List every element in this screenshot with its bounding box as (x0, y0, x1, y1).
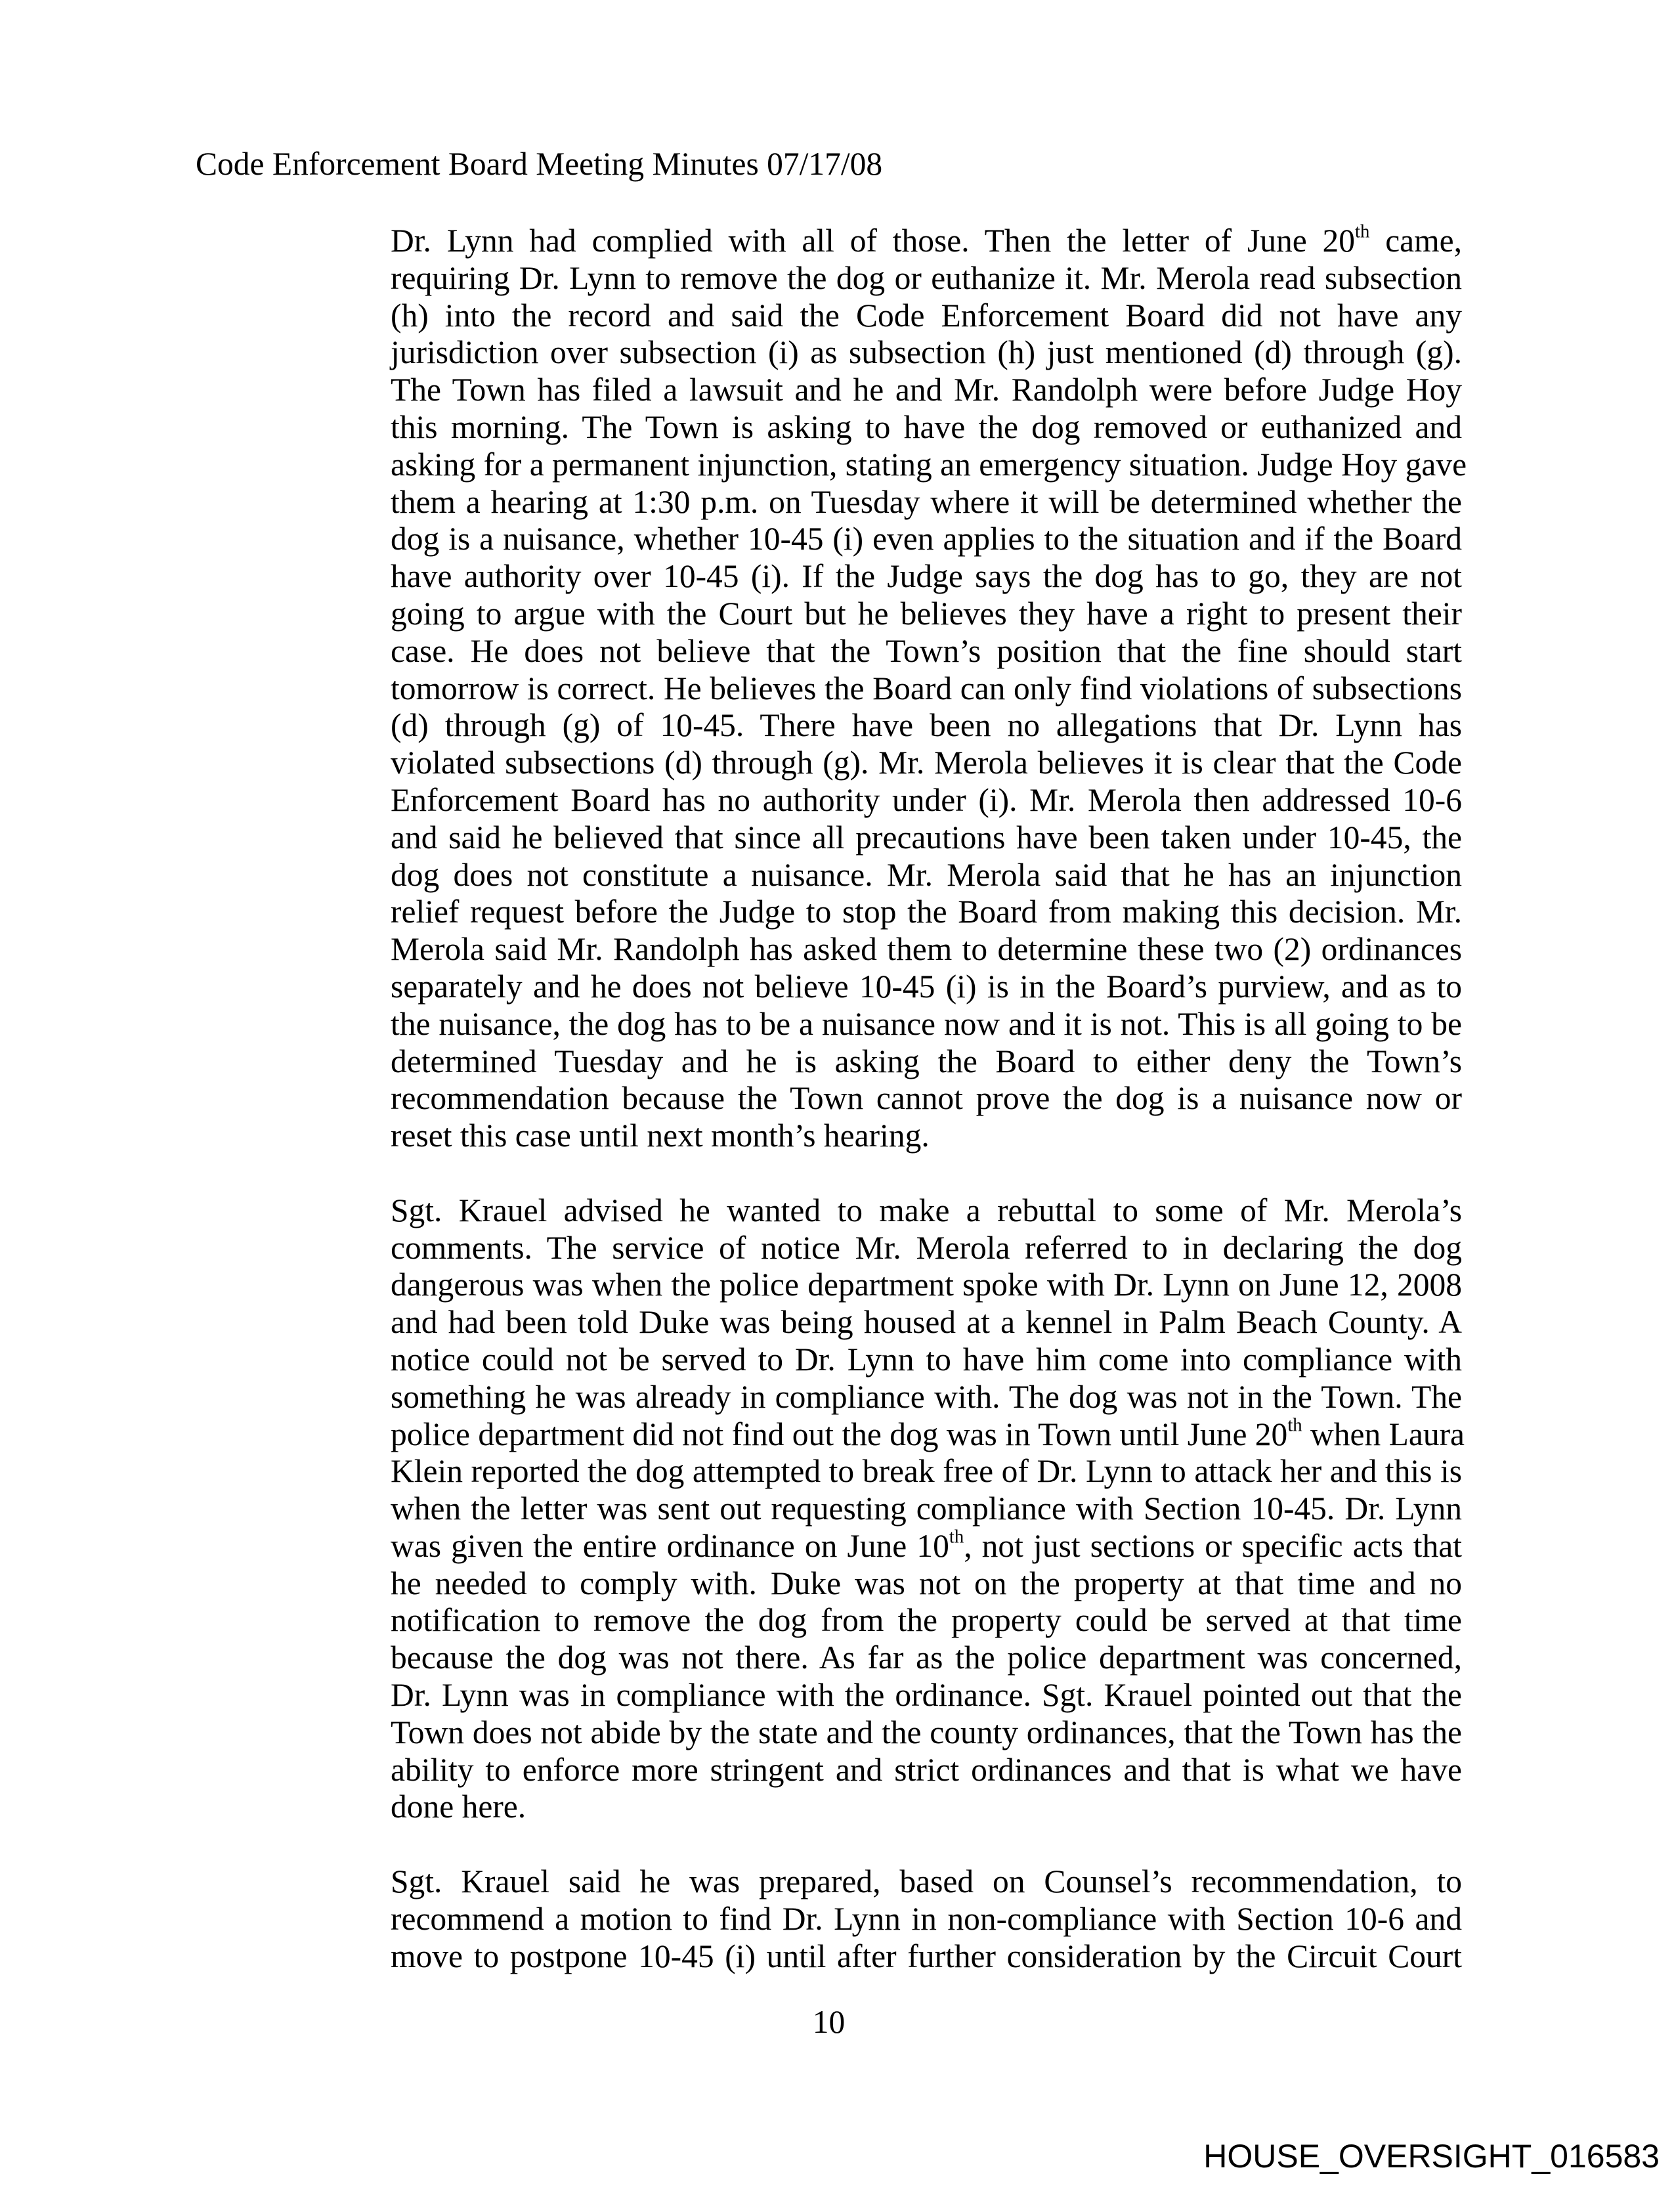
text-segment: was given the entire ordinance on June 10 (391, 1527, 949, 1564)
text-segment: going to argue with the Court but he believes they have a right to present their (391, 595, 1462, 632)
paragraph (391, 1192, 1465, 1827)
text-segment: separately and he does not believe 10-45 (i) is in the Board’s purview, and as to (391, 968, 1462, 1005)
text-line (391, 1267, 1462, 1304)
text-line (391, 1117, 1462, 1155)
document-body (391, 221, 1467, 2012)
text-line (391, 819, 1462, 857)
text-line (391, 1006, 1462, 1043)
text-line (391, 1304, 1462, 1341)
text-segment: notice could not be served to Dr. Lynn to have him come into compliance with (391, 1341, 1462, 1377)
text-segment: came, (1369, 223, 1462, 259)
text-line (391, 446, 1467, 484)
text-line (391, 596, 1462, 633)
text-line (391, 1602, 1462, 1639)
paragraph (391, 1863, 1462, 1975)
text-segment: this morning. The Town is asking to have the dog removed or euthanized and (391, 408, 1462, 445)
text-segment: ability to enforce more stringent and strict ordinances and that is what we have (391, 1751, 1462, 1788)
text-segment: requiring Dr. Lynn to remove the dog or euthanize it. Mr. Merola read subsection (391, 259, 1462, 296)
text-line (391, 1080, 1462, 1117)
text-segment: Merola said Mr. Randolph has asked them to determine these two (2) ordinances (391, 931, 1462, 968)
text-segment: Enforcement Board has no authority under (i). Mr. Merola then addressed 10-6 (391, 781, 1462, 818)
text-segment: reset this case until next month’s hearing. (391, 1117, 930, 1154)
text-line (391, 521, 1462, 558)
text-line (391, 558, 1462, 596)
text-segment: police department did not find out the dog was in Town until June 20 (391, 1416, 1288, 1452)
text-line (391, 782, 1462, 819)
text-segment: and said he believed that since all precautions have been taken under 10-45, the (391, 819, 1462, 856)
text-line (391, 1901, 1462, 1938)
text-line (391, 223, 1462, 260)
text-line (391, 1714, 1462, 1752)
text-segment: relief request before the Judge to stop the Board from making this decision. Mr. (391, 894, 1462, 930)
text-segment: recommend a motion to find Dr. Lynn in non-compliance with Section 10-6 and (391, 1900, 1462, 1937)
text-segment: (d) through (g) of 10-45. There have been no allegations that Dr. Lynn has (391, 707, 1462, 744)
text-segment: asking for a permanent injunction, stating an emergency situation. Judge Hoy gave (391, 446, 1467, 483)
text-line (391, 1789, 1462, 1826)
text-line (391, 1192, 1462, 1230)
text-line (391, 260, 1462, 297)
text-line (391, 1565, 1462, 1603)
text-line (391, 409, 1462, 446)
text-segment: case. He does not believe that the Town’s position that the fine should start (391, 632, 1462, 669)
text-segment: dog is a nuisance, whether 10-45 (i) even applies to the situation and if the Board (391, 521, 1462, 557)
text-segment: them a hearing at 1:30 p.m. on Tuesday where it will be determined whether the (391, 483, 1462, 520)
document-header: Code Enforcement Board Meeting Minutes 07/17/08 (196, 146, 883, 182)
text-segment: jurisdiction over subsection (i) as subsection (h) just mentioned (d) through (g). (391, 334, 1462, 371)
text-line (391, 1379, 1462, 1416)
text-segment: something he was already in compliance with. The dog was not in the Town. The (391, 1378, 1462, 1415)
text-segment: when Laura (1302, 1416, 1465, 1452)
text-segment: done here. (391, 1789, 526, 1825)
text-segment: he needed to comply with. Duke was not on the property at that time and no (391, 1565, 1462, 1601)
text-line (391, 1414, 1465, 1454)
text-segment: , not just sections or specific acts that (964, 1527, 1462, 1564)
text-line (391, 857, 1462, 894)
text-segment: Town does not abide by the state and the county ordinances, that the Town has the (391, 1714, 1462, 1750)
text-line (391, 1490, 1462, 1528)
text-line (391, 297, 1462, 335)
text-segment: Klein reported the dog attempted to break free of Dr. Lynn to attack her and this is (391, 1453, 1462, 1490)
text-segment: Sgt. Krauel said he was prepared, based on Counsel’s recommendation, to (391, 1863, 1462, 1900)
superscript: th (949, 1526, 964, 1548)
text-segment: The Town has filed a lawsuit and he and Mr. Randolph were before Judge Hoy (391, 372, 1462, 408)
text-segment: move to postpone 10-45 (i) until after further consideration by the Circuit Court (391, 1938, 1462, 1974)
text-segment: Dr. Lynn had complied with all of those. Then the letter of June 20 (391, 223, 1356, 259)
text-line (391, 745, 1462, 782)
text-segment: Sgt. Krauel advised he wanted to make a rebuttal to some of Mr. Merola’s (391, 1192, 1462, 1228)
text-line (391, 1863, 1462, 1901)
text-line (391, 1677, 1462, 1714)
superscript: th (1355, 221, 1370, 242)
text-segment: the nuisance, the dog has to be a nuisance now and it is not. This is all going to be (391, 1005, 1462, 1042)
text-line (391, 968, 1462, 1006)
text-line (391, 1938, 1462, 1976)
text-line (391, 633, 1462, 670)
text-segment: because the dog was not there. As far as the police department was concerned, (391, 1639, 1462, 1676)
text-segment: when the letter was sent out requesting compliance with Section 10-45. Dr. Lynn (391, 1490, 1462, 1527)
text-line (391, 894, 1462, 931)
text-segment: notification to remove the dog from the property could be served at that time (391, 1602, 1462, 1639)
text-segment: determined Tuesday and he is asking the Board to either deny the Town’s (391, 1043, 1462, 1079)
text-segment: violated subsections (d) through (g). Mr. Merola believes it is clear that the Code (391, 745, 1462, 781)
text-line (391, 1230, 1462, 1267)
text-segment: (h) into the record and said the Code Enforcement Board did not have any (391, 297, 1462, 334)
text-line (391, 1043, 1462, 1081)
text-segment: Dr. Lynn was in compliance with the ordinance. Sgt. Krauel pointed out that the (391, 1677, 1462, 1714)
superscript: th (1287, 1414, 1302, 1435)
text-line (391, 707, 1462, 745)
text-line (391, 1752, 1462, 1789)
text-line (391, 670, 1462, 708)
text-segment: dog does not constitute a nuisance. Mr. Merola said that he has an injunction (391, 856, 1462, 893)
text-segment: comments. The service of notice Mr. Merola referred to in declaring the dog (391, 1229, 1462, 1266)
text-line (391, 372, 1462, 409)
text-line (391, 484, 1462, 521)
text-line (391, 334, 1462, 372)
page-number: 10 (812, 2004, 846, 2040)
bates-number: HOUSE_OVERSIGHT_016583 (1203, 2138, 1660, 2175)
text-segment: tomorrow is correct. He believes the Board can only find violations of subsections (391, 670, 1462, 706)
text-segment: dangerous was when the police department spoke with Dr. Lynn on June 12, 2008 (391, 1267, 1462, 1303)
text-line (391, 1639, 1462, 1677)
text-line (391, 1341, 1462, 1379)
text-segment: recommendation because the Town cannot prove the dog is a nuisance now or (391, 1080, 1462, 1117)
text-segment: have authority over 10-45 (i). If the Judge says the dog has to go, they are not (391, 558, 1462, 595)
text-line (391, 1453, 1462, 1490)
text-segment: and had been told Duke was being housed at a kennel in Palm Beach County. A (391, 1304, 1462, 1341)
text-line (391, 931, 1462, 968)
paragraph (391, 221, 1467, 1155)
text-line (391, 1528, 1462, 1565)
